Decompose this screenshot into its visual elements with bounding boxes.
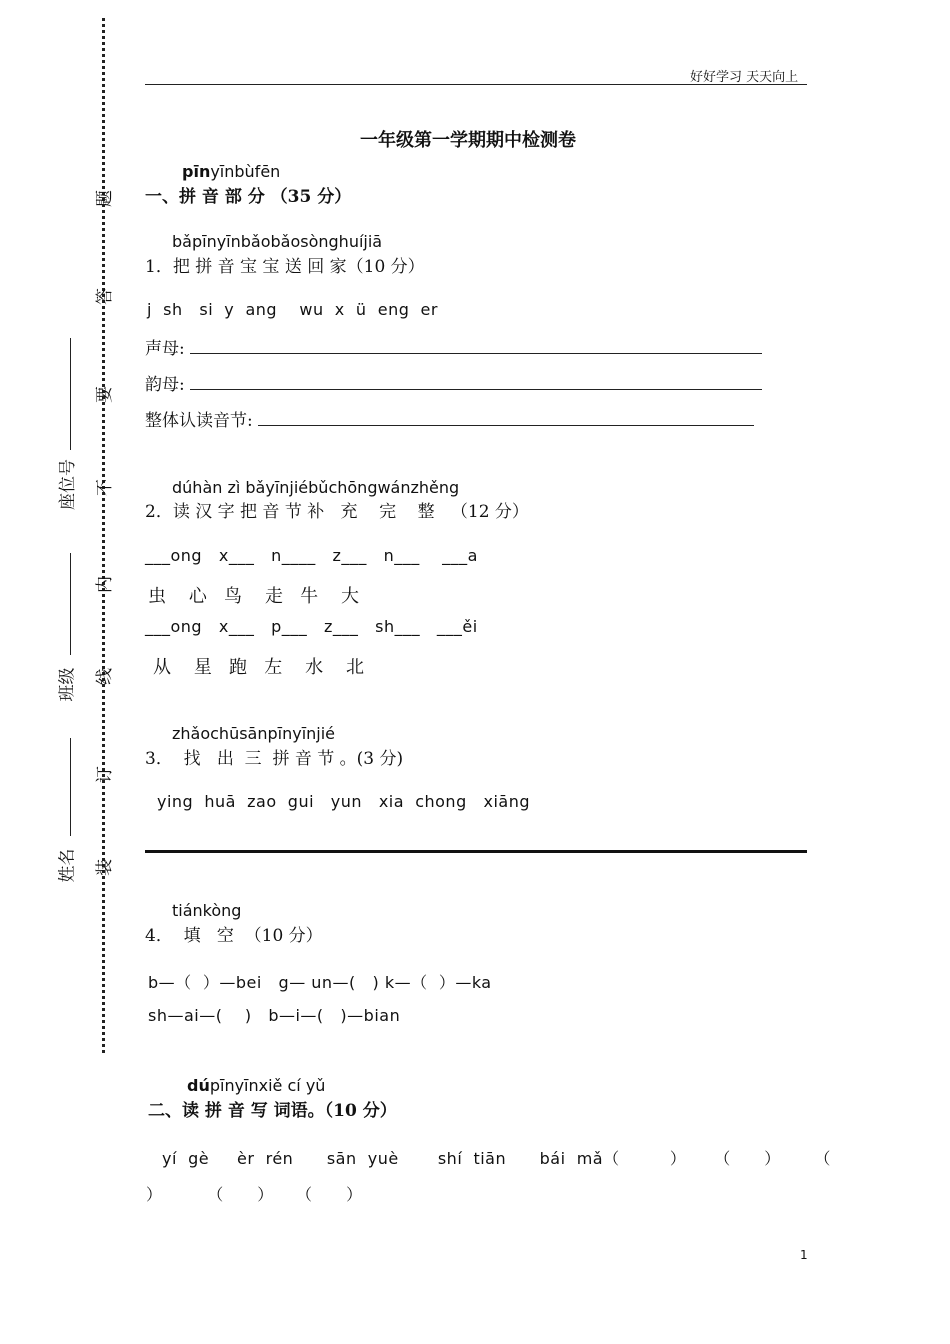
name-blank[interactable] — [70, 738, 71, 836]
q4-heading: 4． 填 空 （10 分） — [145, 926, 323, 946]
shengmu-label: 声母: — [145, 339, 185, 359]
margin-char-2: 答 — [95, 288, 115, 305]
q4-row1[interactable]: b—（ ）—bei g— un—( ) k—（ ）—ka — [148, 973, 492, 992]
q2-chars2: 从 星 跑 左 水 北 — [153, 657, 364, 678]
q2-row1[interactable]: ___ong x___ n____ z___ n___ ___a — [145, 546, 478, 565]
zhengti-label: 整体认读音节: — [145, 411, 253, 431]
yunmu-label: 韵母: — [145, 375, 185, 395]
margin-char-1: 题 — [95, 190, 115, 207]
q3-answer-line[interactable] — [145, 850, 807, 853]
q2-pinyin: dúhàn zì bǎyīnjiébǔchōngwánzhěng — [172, 478, 460, 497]
q3-heading: 3． 找 出 三 拼 音 节 。(3 分) — [145, 749, 404, 769]
section2-row1[interactable]: yí gè èr rén sān yuè shí tiān bái mǎ（ ） （ ） （ — [162, 1149, 831, 1168]
q2-heading: 2．读 汉 字 把 音 节 补 充 完 整 （12 分） — [145, 502, 529, 522]
margin-char-4: 不 — [95, 479, 115, 496]
q4-pinyin: tiánkòng — [172, 901, 242, 920]
header-motto: 好好学习 天天向上 — [690, 70, 799, 85]
q1-line3 — [145, 406, 754, 431]
page-number: 1 — [800, 1248, 808, 1262]
shengmu-blank[interactable] — [190, 337, 762, 354]
seat-number-blank[interactable] — [70, 338, 71, 450]
section2-pinyin-bold: dú — [187, 1076, 210, 1095]
section2-pinyin-rest: pīnyīnxiě cí yǔ — [209, 1076, 326, 1095]
header-rule — [145, 84, 807, 85]
q3-words: ying huā zao gui yun xia chong xiāng — [157, 792, 530, 811]
q1-line1 — [145, 334, 762, 359]
q1-heading: 1．把 拼 音 宝 宝 送 回 家（10 分） — [145, 257, 425, 277]
q1-pinyin: bǎpīnyīnbǎobǎosònghuíjiā — [172, 232, 383, 251]
margin-char-6: 线 — [95, 668, 115, 685]
yunmu-blank[interactable] — [190, 373, 762, 390]
q4-row2[interactable]: sh—ai—( ) b—i—( )—bian — [148, 1006, 401, 1025]
q3-pinyin: zhǎochūsānpīnyīnjié — [172, 724, 336, 743]
class-label: 班级 — [57, 667, 78, 702]
section2-row2[interactable]: ） （ ） （ ） — [146, 1185, 363, 1204]
section1-pinyin — [182, 162, 280, 181]
q1-line2 — [145, 370, 762, 395]
margin-char-5: 内 — [95, 576, 115, 593]
section1-pinyin-bold: pīn — [182, 162, 211, 181]
margin-char-8: 装 — [95, 859, 115, 876]
section1-pinyin-rest: yīnbùfēn — [210, 162, 281, 181]
zhengti-blank[interactable] — [258, 409, 754, 426]
margin-char-3: 要 — [95, 386, 115, 403]
class-blank[interactable] — [70, 553, 71, 655]
page-title: 一年级第一学期期中检测卷 — [360, 130, 576, 151]
name-label: 姓名 — [57, 848, 78, 883]
seat-number-label: 座位号 — [58, 459, 78, 510]
q2-row2[interactable]: ___ong x___ p___ z___ sh___ ___ěi — [145, 617, 478, 636]
margin-char-7: 订 — [95, 766, 115, 783]
q2-chars1: 虫 心 鸟 走 牛 大 — [148, 586, 359, 607]
section1-heading: 一、拼 音 部 分 （35 分） — [145, 187, 352, 207]
q1-letters: j sh si y ang wu x ü eng er — [147, 300, 438, 319]
section2-pinyin — [187, 1076, 325, 1095]
section2-heading: 二、读 拼 音 写 词语。（10 分） — [148, 1101, 397, 1121]
binding-dotted-line — [102, 18, 105, 1053]
